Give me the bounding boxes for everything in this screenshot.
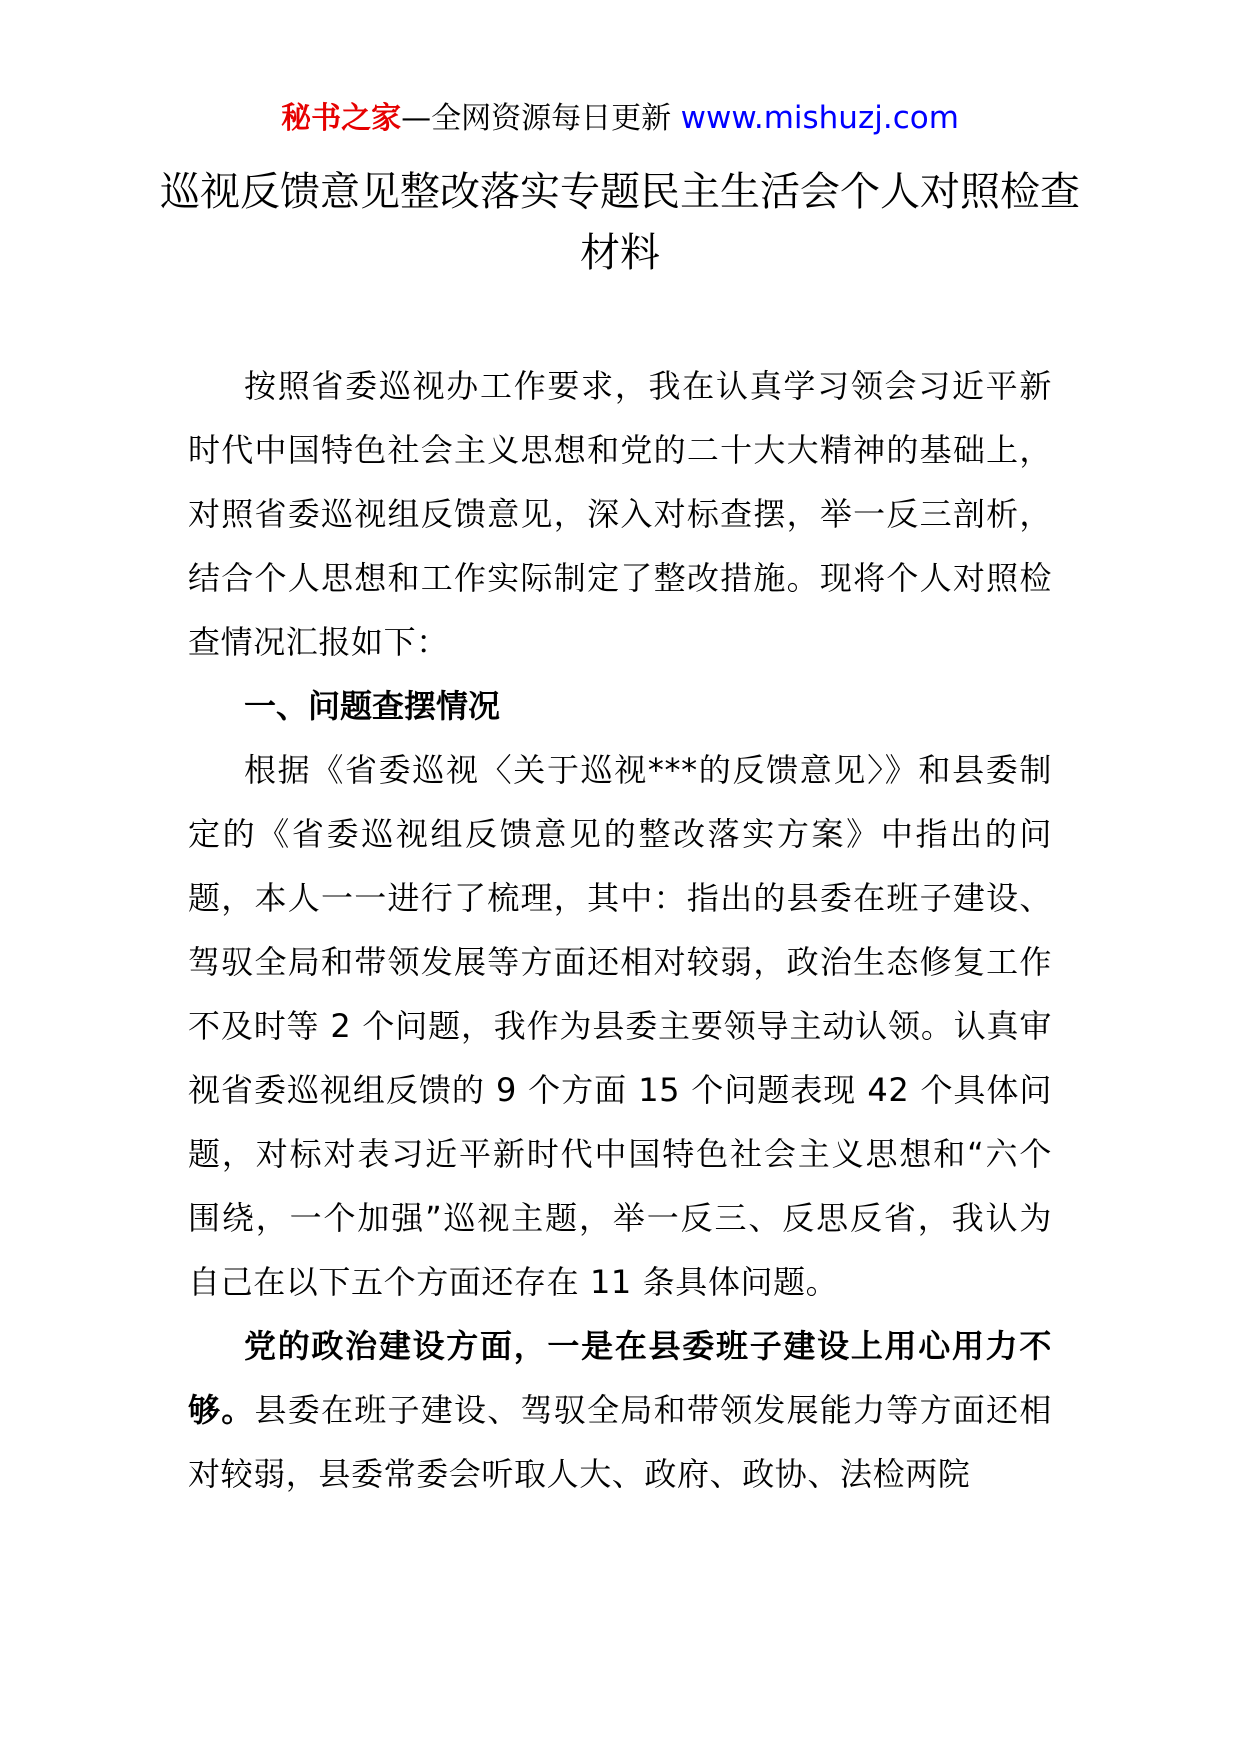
point-text: 县委在班子建设、驾驭全局和带领发展能力等方面还相对较弱，县委常委会听取人大、政府、政协、法检两院: [188, 1391, 1052, 1493]
point-paragraph: [188, 1314, 1052, 1506]
document-title: 巡视反馈意见整改落实专题民主生活会个人对照检查材料: [160, 169, 1080, 276]
section-heading: 一、问题查摆情况: [244, 687, 501, 725]
watermark-header: [0, 98, 1240, 139]
intro-paragraph: 按照省委巡视办工作要求，我在认真学习领会习近平新时代中国特色社会主义思想和党的二十大大精神的基础上，对照省委巡视组反馈意见，深入对标查摆，举一反三剖析，结合个人思想和工作实际制定了整改措施。现将个人对照检查情况汇报如下：: [188, 367, 1052, 661]
site-link[interactable]: www.mishuzj.com: [680, 100, 959, 136]
document-body: [188, 354, 1052, 1506]
point-bold-lead: 党的政治建设方面，一是在县委班子建设上用心用力不够。: [188, 1327, 1052, 1429]
section-paragraph: 根据《省委巡视〈关于巡视***的反馈意见〉》和县委制定的《省委巡视组反馈意见的整改落实方案》中指出的问题，本人一一进行了梳理，其中：指出的县委在班子建设、驾驭全局和带领发展等方面还相对较弱，政治生态修复工作不及时等 2 个问题，我作为县委主要领导主动认领。认真审视省委巡视组反馈的 9 个方面 15 个问题表现 42 个具体问题，对标对表习近平新时代中国特色社会主义思想和“六个围绕，一个加强”巡视主题，举一反三、反思反省，我认为自己在以下五个方面还存在 11 条具体问题。: [188, 751, 1052, 1301]
brand-name: 秘书之家: [281, 101, 402, 136]
header-tagline: —全网资源每日更新: [401, 101, 681, 136]
